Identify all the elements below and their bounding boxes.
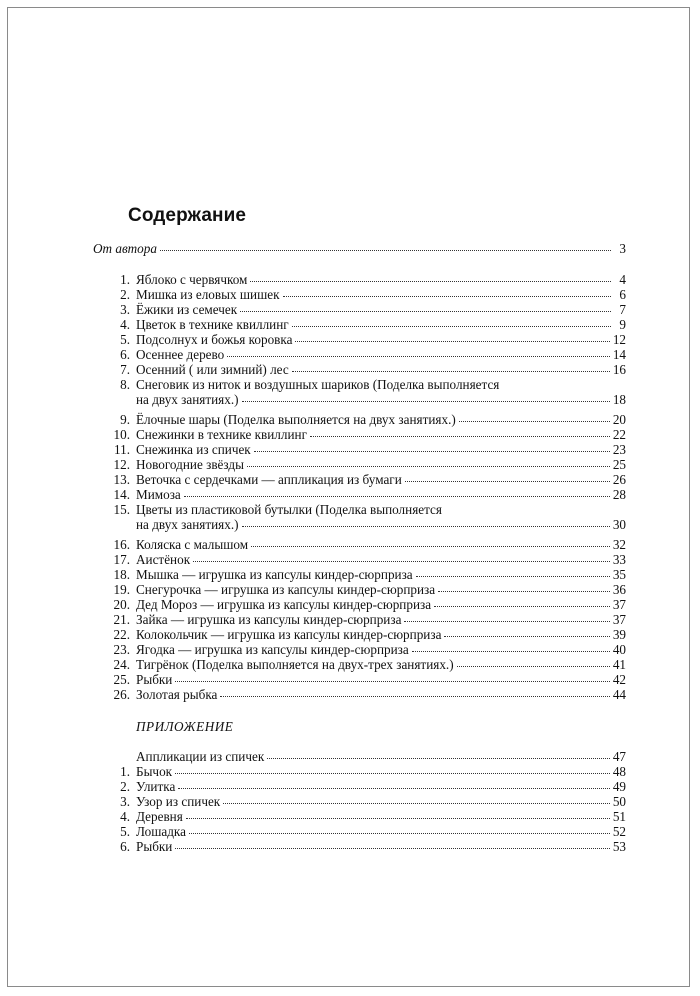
toc-number: 16. — [113, 537, 130, 552]
toc-label: Цветы из пластиковой бутылки (Поделка выполняется — [136, 502, 442, 517]
dot-leader — [254, 442, 610, 452]
toc-entry — [93, 597, 626, 613]
toc-page-number: 48 — [612, 764, 626, 779]
toc-entry — [93, 472, 626, 488]
toc-entry — [93, 317, 626, 333]
toc-number: 18. — [113, 567, 130, 582]
toc-page-number: 51 — [612, 809, 626, 824]
dot-leader — [310, 427, 610, 437]
toc-entry — [93, 332, 626, 348]
toc-page-number: 25 — [612, 457, 626, 472]
toc-entry — [93, 347, 626, 363]
toc-number: 8. — [120, 377, 130, 392]
toc-page-number: 4 — [619, 272, 626, 287]
toc-label: Тигрёнок (Поделка выполняется на двух-трех занятиях.) — [136, 657, 454, 672]
dot-leader — [193, 552, 610, 562]
toc-entry — [93, 672, 626, 688]
toc-label: Подсолнух и божья коровка — [136, 332, 293, 347]
toc-entry — [93, 362, 626, 378]
toc-label: Осенний ( или зимний) лес — [136, 362, 289, 377]
dot-leader — [405, 472, 610, 482]
dot-leader — [175, 672, 609, 682]
dot-leader — [160, 241, 611, 251]
toc-label-continued: на двух занятиях.) — [136, 517, 239, 532]
toc-label: Мышка — игрушка из капсулы киндер-сюрприза — [136, 567, 413, 582]
dot-leader — [416, 567, 610, 577]
toc-label: Новогодние звёзды — [136, 457, 244, 472]
toc-number: 26. — [113, 687, 130, 702]
toc-entry — [93, 552, 626, 568]
appendix-heading: ПРИЛОЖЕНИЕ — [136, 719, 234, 734]
toc-number: 23. — [113, 642, 130, 657]
toc-entry — [93, 582, 626, 598]
toc-entry — [93, 749, 626, 765]
toc-page-number: 9 — [619, 317, 626, 332]
toc-label: Осеннее дерево — [136, 347, 225, 362]
dot-leader — [292, 362, 610, 372]
toc-number: 5. — [120, 824, 130, 839]
toc-entry — [93, 537, 626, 553]
dot-leader — [438, 582, 610, 592]
dot-leader — [459, 412, 610, 422]
dot-leader — [184, 487, 610, 497]
toc-label: Золотая рыбка — [136, 687, 218, 702]
toc-entry — [93, 457, 626, 473]
dot-leader — [240, 302, 611, 312]
toc-number: 9. — [120, 412, 130, 427]
toc-label: Снежинка из спичек — [136, 442, 251, 457]
toc-entry — [93, 764, 626, 780]
toc-number: 12. — [113, 457, 130, 472]
toc-number: 3. — [120, 302, 130, 317]
toc-entry — [93, 272, 626, 288]
toc-entry — [93, 302, 626, 318]
toc-entry — [93, 657, 626, 673]
toc-entry — [93, 779, 626, 795]
toc-entry — [93, 412, 626, 428]
dot-leader — [186, 809, 610, 819]
toc-entry — [93, 809, 626, 825]
toc-label: Мимоза — [136, 487, 181, 502]
dot-leader — [189, 824, 610, 834]
toc-entry — [93, 442, 626, 458]
toc-number: 4. — [120, 809, 130, 824]
toc-page-number: 6 — [619, 287, 626, 302]
toc-label: Снежинки в технике квиллинг — [136, 427, 307, 442]
dot-leader — [227, 347, 610, 357]
toc-number: 25. — [113, 672, 130, 687]
toc-page-number: 35 — [612, 567, 626, 582]
toc-page-number: 42 — [612, 672, 626, 687]
toc-number: 2. — [120, 287, 130, 302]
dot-leader — [412, 642, 610, 652]
page-title: Содержание — [128, 205, 247, 226]
toc-page-number: 39 — [612, 627, 626, 642]
dot-leader — [444, 627, 609, 637]
dot-leader — [251, 537, 610, 547]
toc-label: Деревня — [136, 809, 183, 824]
toc-page-number: 33 — [612, 552, 626, 567]
toc-entry — [93, 377, 626, 407]
toc-entry — [93, 612, 626, 628]
dot-leader — [220, 687, 609, 697]
toc-label: Ёлочные шары (Поделка выполняется на двух занятиях.) — [136, 412, 456, 427]
toc-entry — [93, 794, 626, 810]
toc-number: 1. — [120, 764, 130, 779]
toc-entry — [93, 567, 626, 583]
toc-label-continued: на двух занятиях.) — [136, 392, 239, 407]
toc-number: 2. — [120, 779, 130, 794]
dot-leader — [250, 272, 611, 282]
toc-page-number: 37 — [612, 612, 626, 627]
toc-number: 13. — [113, 472, 130, 487]
toc-number: 10. — [113, 427, 130, 442]
toc-page-number: 23 — [612, 442, 626, 457]
toc-page-number: 12 — [612, 332, 626, 347]
toc-page-number: 47 — [612, 749, 626, 764]
toc-label: Снегурочка — игрушка из капсулы киндер-сюрприза — [136, 582, 436, 597]
toc-label: Зайка — игрушка из капсулы киндер-сюрприза — [136, 612, 402, 627]
toc-page-number: 49 — [612, 779, 626, 794]
toc-page-number: 18 — [612, 392, 626, 407]
toc-page-number: 22 — [612, 427, 626, 442]
toc-label: Яблоко с червячком — [136, 272, 248, 287]
dot-leader — [292, 317, 611, 327]
toc-entry — [93, 642, 626, 658]
dot-leader — [242, 392, 610, 402]
dot-leader — [242, 517, 610, 527]
toc-page-number: 30 — [612, 517, 626, 532]
toc-number: 20. — [113, 597, 130, 612]
toc-label: Ягодка — игрушка из капсулы киндер-сюрприза — [136, 642, 409, 657]
dot-leader — [434, 597, 610, 607]
toc-entry — [93, 427, 626, 443]
toc-number: 6. — [120, 839, 130, 854]
toc-label: Ёжики из семечек — [136, 302, 238, 317]
toc-page-number: 14 — [612, 347, 626, 362]
toc-number: 17. — [113, 552, 130, 567]
toc-label: Колокольчик — игрушка из капсулы киндер-сюрприза — [136, 627, 442, 642]
toc-number: 1. — [120, 272, 130, 287]
toc-label: Цветок в технике квиллинг — [136, 317, 289, 332]
toc-page-number: 41 — [612, 657, 626, 672]
toc-label: Лошадка — [136, 824, 186, 839]
toc-page-number: 7 — [619, 302, 626, 317]
toc-page-number: 40 — [612, 642, 626, 657]
dot-leader — [223, 794, 610, 804]
toc-entry — [93, 287, 626, 303]
toc-number: 19. — [113, 582, 130, 597]
dot-leader — [178, 779, 610, 789]
toc-label: Улитка — [136, 779, 176, 794]
toc-page-number: 28 — [612, 487, 626, 502]
toc-label: Мишка из еловых шишек — [136, 287, 280, 302]
toc-number: 15. — [113, 502, 130, 517]
toc-number: 21. — [113, 612, 130, 627]
toc-label: Аистёнок — [136, 552, 191, 567]
toc-page-number: 32 — [612, 537, 626, 552]
dot-leader — [247, 457, 610, 467]
document-page — [7, 7, 690, 987]
toc-number: 3. — [120, 794, 130, 809]
dot-leader — [267, 749, 610, 759]
toc-number: 7. — [120, 362, 130, 377]
toc-label: Рыбки — [136, 839, 173, 854]
toc-entry — [93, 627, 626, 643]
toc-label: От автора — [93, 241, 157, 256]
toc-page-number: 16 — [612, 362, 626, 377]
toc-page-number: 36 — [612, 582, 626, 597]
toc-page-number: 37 — [612, 597, 626, 612]
dot-leader — [457, 657, 610, 667]
toc-label: Аппликации из спичек — [136, 749, 265, 764]
toc-page-number: 50 — [612, 794, 626, 809]
dot-leader — [283, 287, 612, 297]
toc-label: Рыбки — [136, 672, 173, 687]
dot-leader — [175, 764, 610, 774]
toc-number: 11. — [114, 442, 130, 457]
toc-entry — [93, 502, 626, 532]
toc-page-number: 53 — [612, 839, 626, 854]
toc-number: 4. — [120, 317, 130, 332]
toc-entry — [93, 687, 626, 703]
toc-label: Бычок — [136, 764, 173, 779]
toc-label: Узор из спичек — [136, 794, 221, 809]
dot-leader — [175, 839, 609, 849]
toc-label: Дед Мороз — игрушка из капсулы киндер-сюрприза — [136, 597, 432, 612]
toc-number: 24. — [113, 657, 130, 672]
toc-entry-author — [93, 241, 626, 257]
toc-label: Коляска с малышом — [136, 537, 249, 552]
toc-page-number: 20 — [612, 412, 626, 427]
toc-number: 22. — [113, 627, 130, 642]
dot-leader — [404, 612, 609, 622]
toc-label: Снеговик из ниток и воздушных шариков (Поделка выполняется — [136, 377, 500, 392]
toc-number: 5. — [120, 332, 130, 347]
toc-entry — [93, 839, 626, 855]
toc-entry — [93, 824, 626, 840]
dot-leader — [295, 332, 609, 342]
toc-entry — [93, 487, 626, 503]
toc-page-number: 3 — [619, 241, 626, 256]
toc-page-number: 52 — [612, 824, 626, 839]
toc-label: Веточка с сердечками — аппликация из бумаги — [136, 472, 402, 487]
toc-page-number: 26 — [612, 472, 626, 487]
toc-page-number: 44 — [612, 687, 626, 702]
toc-number: 6. — [120, 347, 130, 362]
toc-number: 14. — [113, 487, 130, 502]
